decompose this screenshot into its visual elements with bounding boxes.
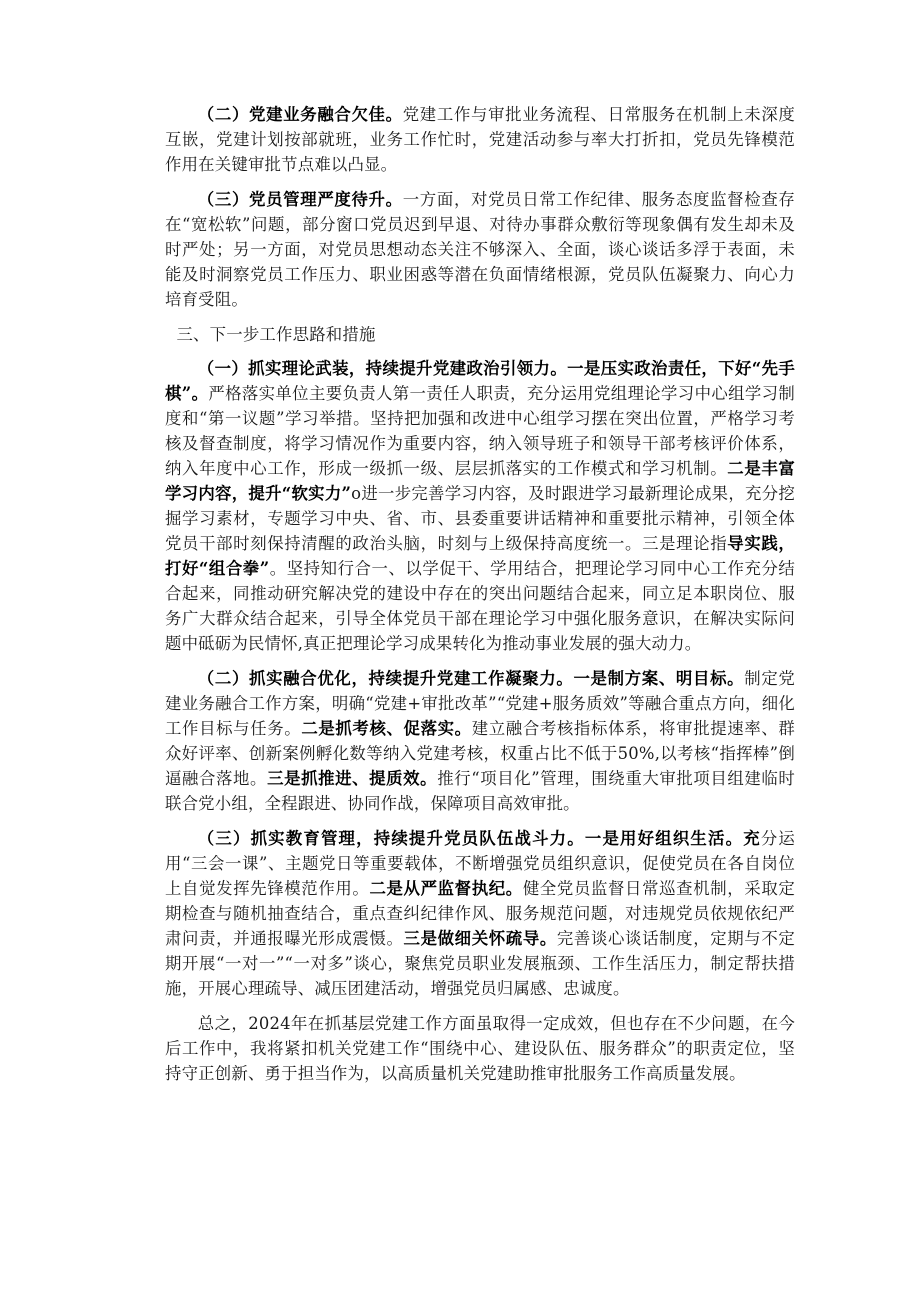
paragraph-integration-issue [165, 102, 795, 177]
paragraph-body: 完善谈心谈话制度，定期与不定期开展“一对一”“一对多”谈心，聚焦党员职业发展瓶颈、工作生活压力，制定帮扶措施，开展心理疏导、减压团建活动，增强党员归属感、忠诚度。 [165, 929, 795, 998]
paragraph-body: 一方面，对党员日常工作纪律、服务态度监督检查存在“宽松软”问题，部分窗口党员迟到早退、对待办事群众敷衍等现象偶有发生却未及时严处；另一方面，对党员思想动态关注不够深入、全面，谈心谈话多浮于表面，未能及时洞察党员工作压力、职业困惑等潜在负面情绪根源，党员队伍凝聚力、向心力培育受阻。 [165, 190, 795, 309]
paragraph-subpoint: 二是抓考核、促落实。 [301, 719, 472, 738]
paragraph-lead: （一）抓实理论武装，持续提升党建政治引领力。一是压实政治责任，下好“先手棋”。 [165, 359, 795, 403]
paragraph-body: o进一步完善学习内容，及时跟进学习最新理论成果，充分挖掘学习素材，专题学习中央、省、市、县委重要讲话精神和重要批示精神，引领全体党员干部时刻保持清醒的政治头脑，时刻与上级保持高度统一。三是理论指 [165, 484, 795, 553]
paragraph-body: 推行“项目化”管理，围绕重大审批项目组建临时联合党小组，全程跟进、协同作战，保障项目高效审批。 [165, 769, 796, 813]
paragraph-body: 建立融合考核指标体系，将审批提速率、群众好评率、创新案例孵化数等纳入党建考核，权重占比不低于50%,以考核“指挥棒”倒逼融合落地。 [165, 719, 795, 788]
paragraph-subpoint: 三是抓推进、提质效。 [267, 769, 438, 788]
paragraph-body: 党建工作与审批业务流程、日常服务在机制上未深度互嵌，党建计划按部就班，业务工作忙时，党建活动参与率大打折扣，党员先锋模范作用在关键审批节点难以凸显。 [165, 105, 795, 174]
paragraph-lead: （三）抓实教育管理，持续提升党员队伍战斗力。一是用好组织生活。充 [197, 829, 761, 848]
paragraph-body: 。坚持知行合一、以学促干、学用结合，把理论学习同中心工作充分结合起来，同推动研究解决党的建设中存在的突出问题结合起来，同立足本职岗位、服务广大群众结合起来，引导全体党员干部在理论学习中强化服务意识，在解决实际问题中砥砺为民情怀,真正把理论学习成果转化为推动事业发展的强大动力。 [165, 559, 795, 653]
paragraph-lead: （二）党建业务融合欠佳。 [197, 105, 403, 124]
paragraph-body: 制定党建业务融合工作方案，明确“党建+审批改革”“党建+服务质效”等融合重点方向，细化工作目标与任务。 [165, 669, 795, 738]
paragraph-subpoint: 二是从严监督执纪。 [369, 879, 523, 898]
paragraph-education-management [165, 826, 795, 1001]
paragraph-body: 健全党员监督日常巡查机制，采取定期检查与随机抽查结合，重点查纠纪律作风、服务规范问题，对违规党员依规依纪严肃问责，并通报曝光形成震慑。 [165, 879, 795, 948]
section-heading-next-steps: 三、下一步工作思路和措施 [176, 325, 376, 344]
document-page [165, 102, 795, 1096]
paragraph-subpoint: 导实践，打好“组合拳” [165, 534, 795, 578]
paragraph-body: 分运用“三会一课”、主题党日等重要载体，不断增强党员组织意识，促使党员在各自岗位上自觉发挥先锋模范作用。 [165, 829, 795, 898]
paragraph-conclusion: 总之，2024年在抓基层党建工作方面虽取得一定成效，但也存在不少问题，在今后工作中，我将紧扣机关党建工作“围绕中心、建设队伍、服务群众”的职责定位，坚持守正创新、勇于担当作为，以高质量机关党建助推审批服务工作高质量发展。 [165, 1014, 795, 1083]
paragraph-member-management-issue [165, 187, 795, 312]
paragraph-body: 严格落实单位主要负责人第一责任人职责，充分运用党组理论学习中心组学习制度和“第一议题”学习举措。坚持把加强和改进中心组学习摆在突出位置，严格学习考核及督查制度，将学习情况作为重要内容，纳入领导班子和领导干部考核评价体系，纳入年度中心工作，形成一级抓一级、层层抓落实的工作模式和学习机制。 [165, 384, 796, 478]
paragraph-integration-optimization [165, 666, 795, 816]
paragraph-lead: （三）党员管理严度待升。 [197, 190, 403, 209]
paragraph-theory-arming [165, 356, 795, 656]
paragraph-subpoint: 二是丰富学习内容，提升“软实力” [165, 459, 795, 503]
paragraph-subpoint: 三是做细关怀疏导。 [403, 929, 557, 948]
paragraph-lead: （二）抓实融合优化，持续提升党建工作凝聚力。一是制方案、明目标。 [197, 669, 745, 688]
